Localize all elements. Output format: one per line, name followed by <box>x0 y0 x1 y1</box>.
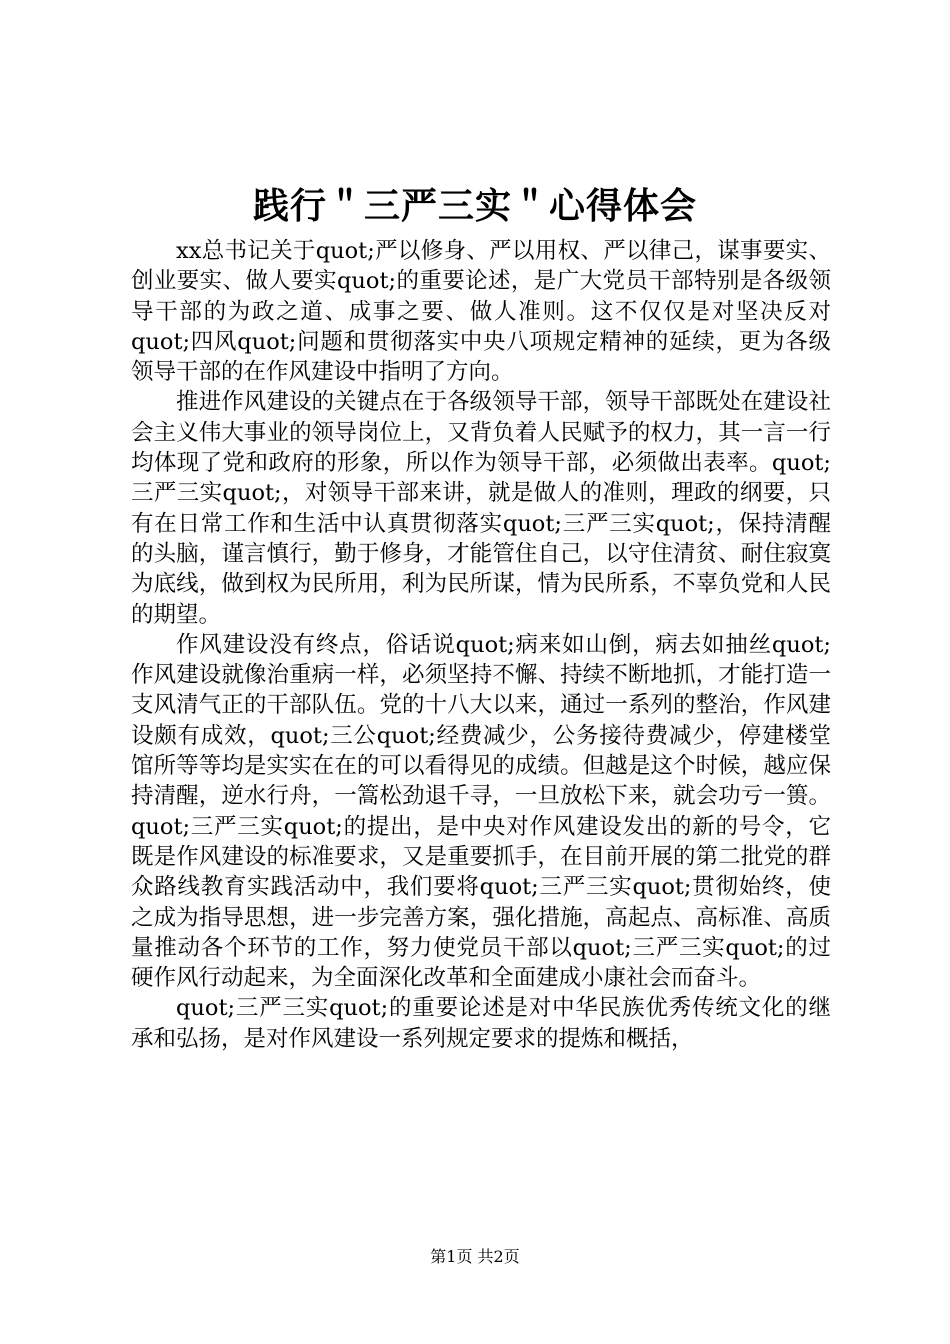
paragraph-3: 作风建设没有终点，俗话说quot;病来如山倒，病去如抽丝quot;作风建设就像治重病一样，必须坚持不懈、持续不断地抓，才能打造一支风清气正的干部队伍。党的十八大以来，通过一系列的整治，作风建设颇有成效，quot;三公quot;经费减少，公务接待费减少，停建楼堂馆所等等均是实实在在的可以看得见的成绩。但越是这个时候，越应保持清醒，逆水行舟，一篙松劲退千寻，一旦放松下来，就会功亏一篑。quot;三严三实quot;的提出，是中央对作风建设发出的新的号令，它既是作风建设的标准要求，又是重要抓手，在目前开展的第二批党的群众路线教育实践活动中，我们要将quot;三严三实quot;贯彻始终，使之成为指导思想，进一步完善方案，强化措施，高起点、高标准、高质量推动各个环节的工作，努力使党员干部以quot;三严三实quot;的过硬作风行动起来，为全面深化改革和全面建成小康社会而奋斗。 <box>131 631 831 992</box>
page-footer: 第1页 共2页 <box>430 1247 520 1266</box>
document-body <box>131 236 831 1054</box>
paragraph-1: xx总书记关于quot;严以修身、严以用权、严以律己，谋事要实、创业要实、做人要实quot;的重要论述，是广大党员干部特别是各级领导干部的为政之道、成事之要、做人准则。这不仅仅是对坚决反对quot;四风quot;问题和贯彻落实中央八项规定精神的延续，更为各级领导干部的在作风建设中指明了方向。 <box>131 238 831 386</box>
document-title: 践行＂三严三实＂心得体会 <box>252 186 697 227</box>
paragraph-2: 推进作风建设的关键点在于各级领导干部，领导干部既处在建设社会主义伟大事业的领导岗位上，又背负着人民赋予的权力，其一言一行均体现了党和政府的形象，所以作为领导干部，必须做出表率。quot;三严三实quot;，对领导干部来讲，就是做人的准则，理政的纲要，只有在日常工作和生活中认真贯彻落实quot;三严三实quot;，保持清醒的头脑，谨言慎行，勤于修身，才能管住自己，以守住清贫、耐住寂寞为底线，做到权为民所用，利为民所谋，情为民所系，不辜负党和人民的期望。 <box>131 389 831 628</box>
paragraph-4: quot;三严三实quot;的重要论述是对中华民族优秀传统文化的继承和弘扬，是对作风建设一系列规定要求的提炼和概括， <box>131 995 831 1052</box>
